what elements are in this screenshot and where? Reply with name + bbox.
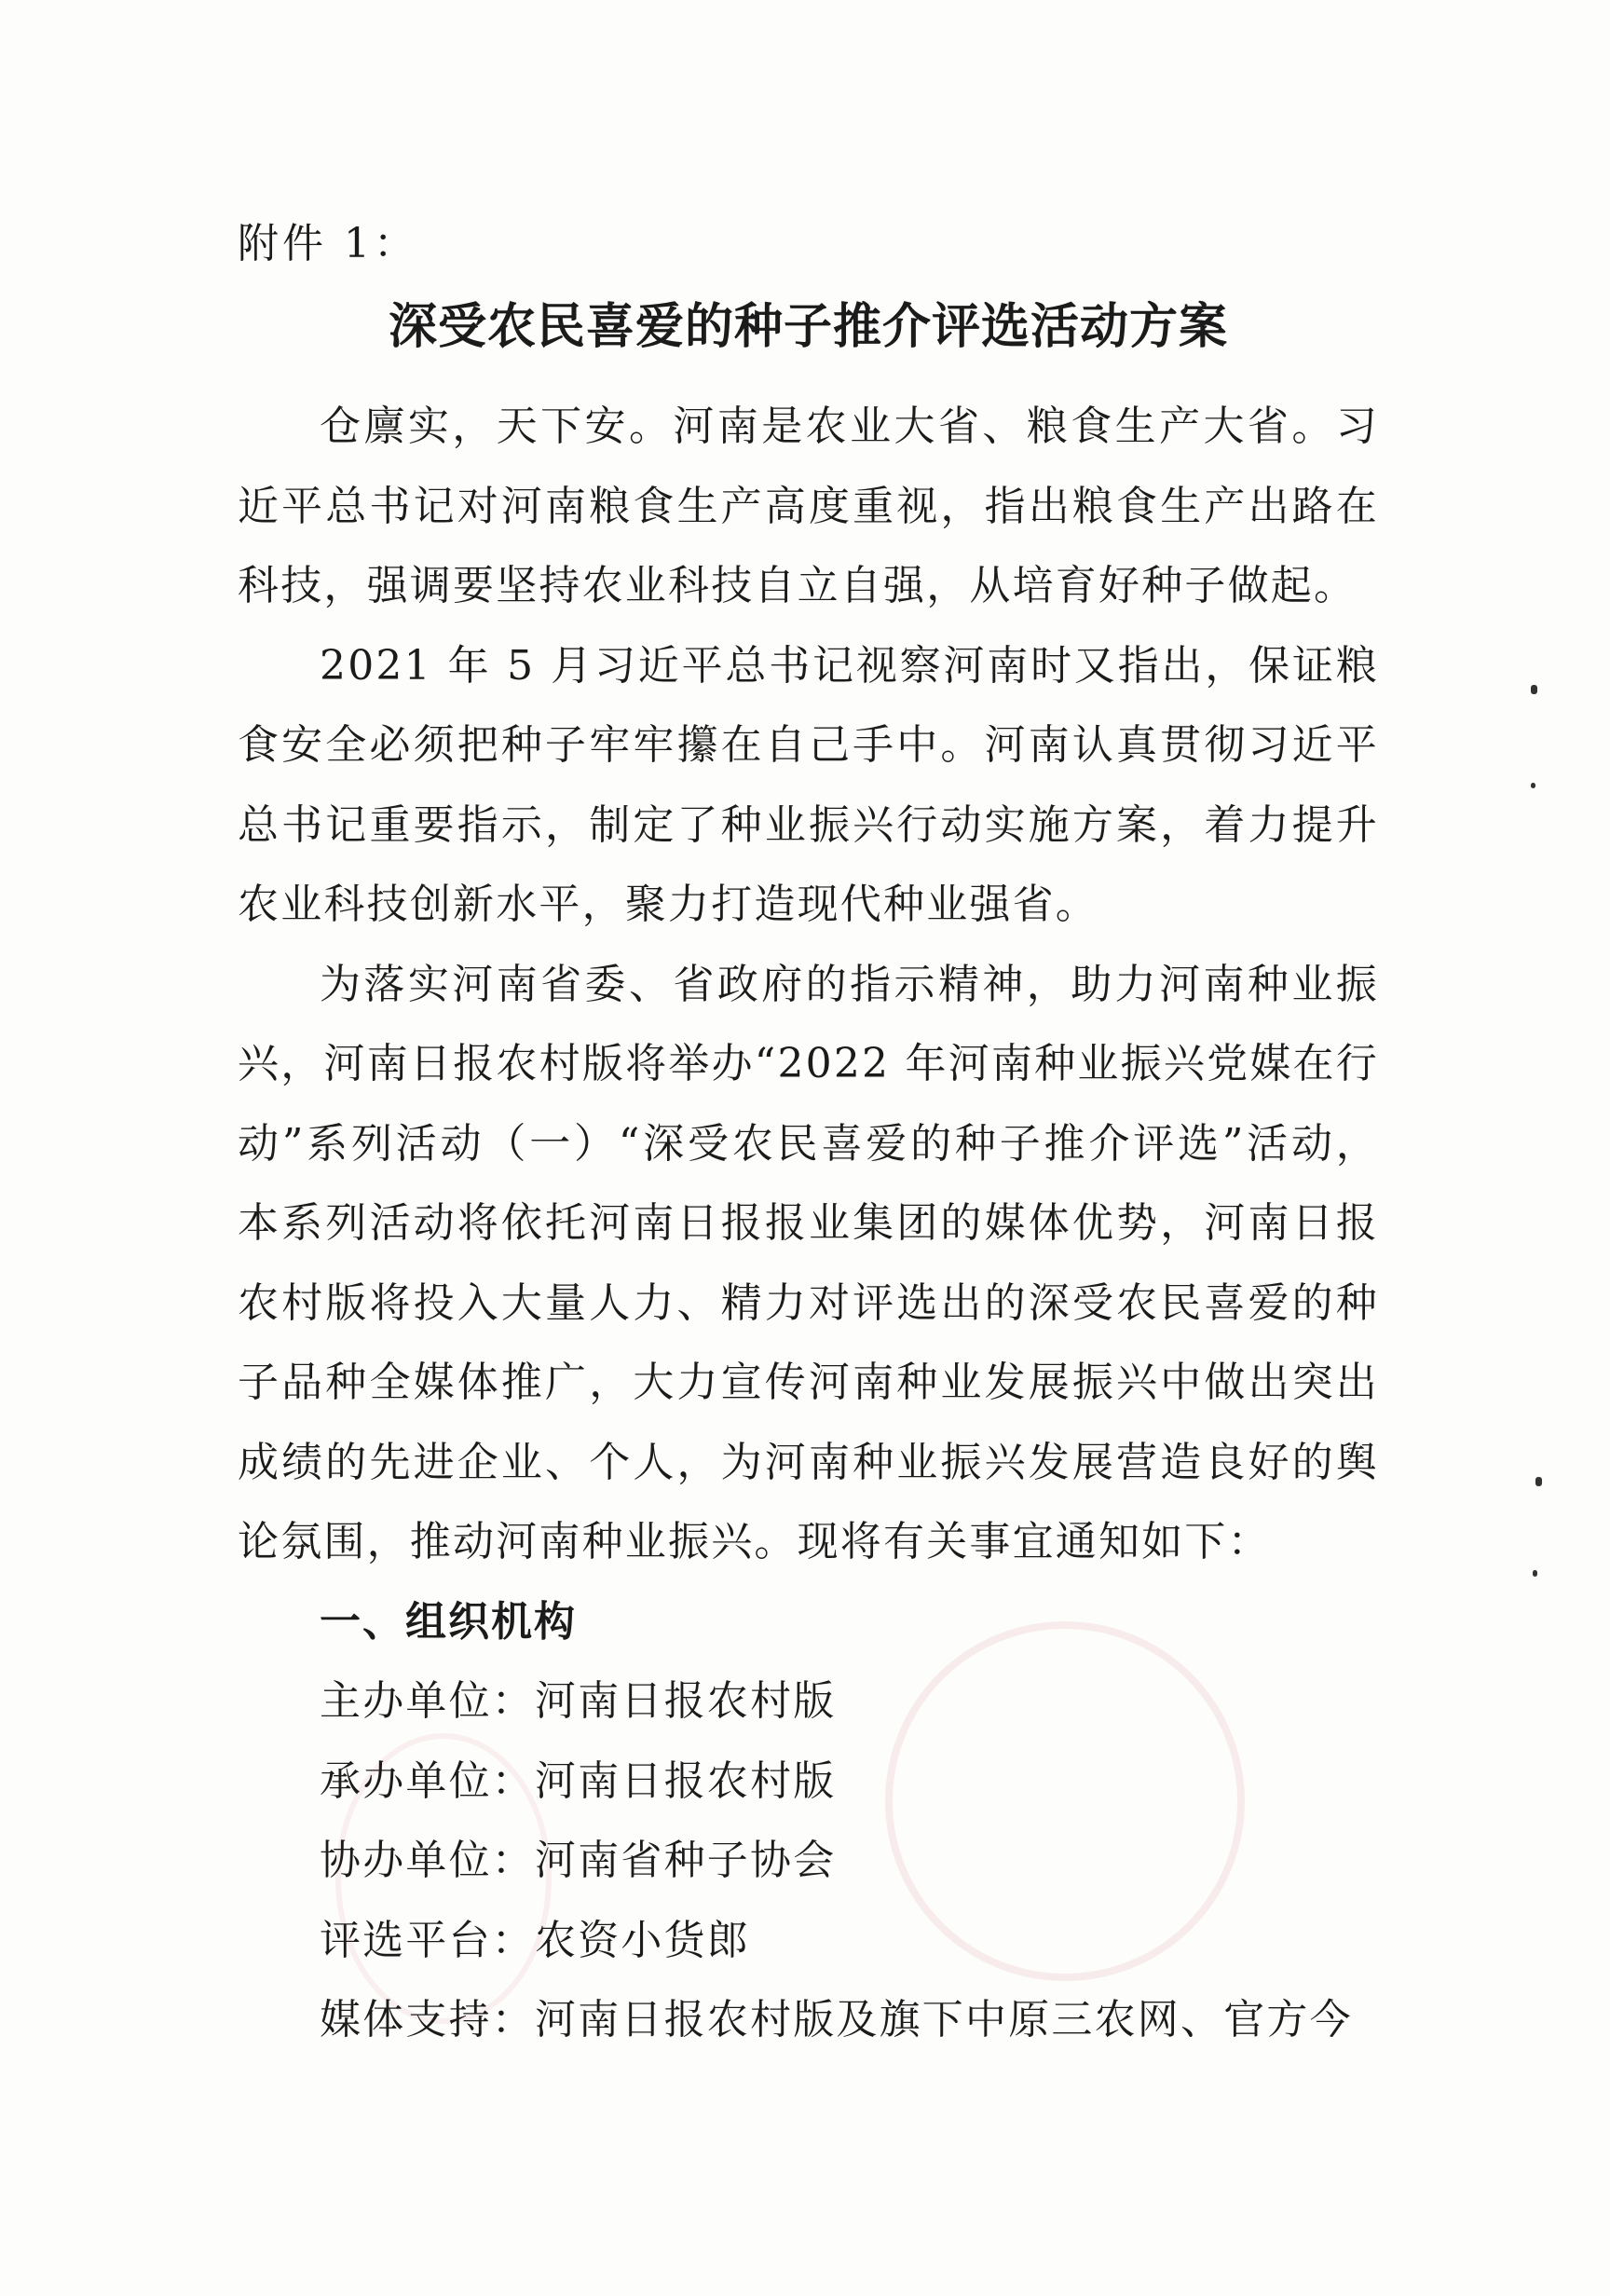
scan-speck bbox=[1533, 1570, 1537, 1577]
document-text bbox=[238, 387, 1379, 2060]
media-support-line: 媒体支持：河南日报农村版及旗下中原三农网、官方今 bbox=[320, 1996, 1353, 2043]
co-organizer-line: 协办单位：河南省种子协会 bbox=[320, 1837, 837, 1884]
paragraph-3: 为落实河南省委、省政府的指示精神，助力河南种业振兴，河南日报农村版将举办“2022 年河南种业振兴党媒在行动”系列活动（一）“深受农民喜爱的种子推介评选”活动，本系列活动将依托河南日报报业集团的媒体优势，河南日报农村版将投入大量人力、精力对评选出的深受农民喜爱的种子品种全媒体推广，大力宣传河南种业发展振兴中做出突出成绩的先进企业、个人，为河南种业振兴发展营造良好的舆论氛围，推动河南种业振兴。现将有关事宜通知如下： bbox=[238, 960, 1379, 1565]
section-heading-organization: 一、组织机构 bbox=[320, 1597, 577, 1646]
attachment-label: 附件 1： bbox=[238, 220, 418, 267]
document-title: 深受农民喜爱的种子推介评选活动方案 bbox=[388, 298, 1228, 355]
scan-speck bbox=[1531, 783, 1535, 788]
platform-line: 评选平台：农资小货郎 bbox=[320, 1916, 750, 1964]
organizer-line: 主办单位：河南日报农村版 bbox=[320, 1677, 837, 1725]
undertaker-line: 承办单位：河南日报农村版 bbox=[320, 1756, 837, 1805]
paragraph-1: 仓廪实，天下安。河南是农业大省、粮食生产大省。习近平总书记对河南粮食生产高度重视，指出粮食生产出路在科技，强调要坚持农业科技自立自强，从培育好种子做起。 bbox=[238, 403, 1379, 609]
scan-speck bbox=[1535, 1477, 1542, 1486]
scan-speck bbox=[1531, 685, 1537, 694]
paragraph-2: 2021 年 5 月习近平总书记视察河南时又指出，保证粮食安全必须把种子牢牢攥在自己手中。河南认真贯彻习近平总书记重要指示，制定了种业振兴行动实施方案，着力提升农业科技创新水平，聚力打造现代种业强省。 bbox=[238, 641, 1379, 928]
